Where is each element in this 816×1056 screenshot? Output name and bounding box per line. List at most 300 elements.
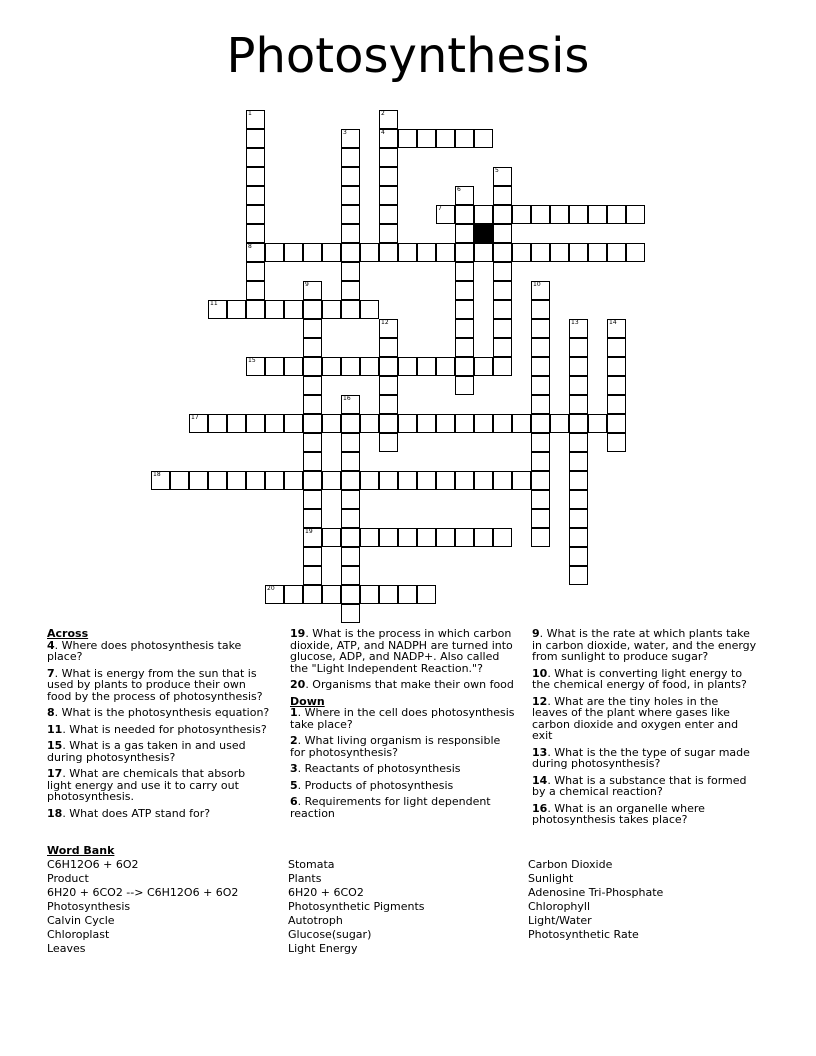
grid-cell[interactable] (303, 319, 322, 338)
grid-cell[interactable] (455, 376, 474, 395)
grid-cell[interactable] (436, 357, 455, 376)
grid-cell[interactable] (227, 471, 246, 490)
grid-cell[interactable] (455, 129, 474, 148)
grid-cell[interactable] (379, 148, 398, 167)
grid-cell[interactable] (474, 205, 493, 224)
clue-num: 19 (290, 627, 306, 640)
grid-cell[interactable] (569, 243, 588, 262)
grid-cell[interactable] (341, 566, 360, 585)
grid-cell[interactable] (284, 414, 303, 433)
grid-cell[interactable] (417, 414, 436, 433)
word-bank-entry: Sunlight (528, 872, 574, 885)
grid-cell[interactable] (360, 471, 379, 490)
grid-cell[interactable] (246, 357, 265, 376)
grid-cell[interactable] (531, 414, 550, 433)
grid-cell[interactable] (379, 205, 398, 224)
clue-num: 6 (290, 795, 298, 808)
grid-cell[interactable] (588, 205, 607, 224)
grid-cell[interactable] (398, 243, 417, 262)
grid-cell[interactable] (436, 205, 455, 224)
word-bank-entry: Calvin Cycle (47, 914, 115, 927)
grid-cell[interactable] (341, 585, 360, 604)
clue-number: 4 (381, 129, 385, 136)
grid-cell[interactable] (588, 243, 607, 262)
grid-cell[interactable] (341, 281, 360, 300)
grid-cell[interactable] (303, 338, 322, 357)
grid-cell[interactable] (284, 471, 303, 490)
word-bank-entry: Stomata (288, 858, 335, 871)
grid-cell[interactable] (303, 433, 322, 452)
grid-cell[interactable] (208, 414, 227, 433)
word-bank-entry: Chlorophyll (528, 900, 591, 913)
grid-cell[interactable] (341, 452, 360, 471)
grid-cell[interactable] (474, 414, 493, 433)
grid-cell[interactable] (569, 395, 588, 414)
grid-cell[interactable] (379, 319, 398, 338)
grid-cell[interactable] (341, 129, 360, 148)
grid-cell[interactable] (360, 300, 379, 319)
grid-cell[interactable] (417, 585, 436, 604)
clue (47, 640, 272, 663)
grid-cell[interactable] (246, 148, 265, 167)
grid-cell[interactable] (303, 490, 322, 509)
grid-cell[interactable] (246, 300, 265, 319)
clue (290, 780, 515, 792)
grid-cell[interactable] (246, 281, 265, 300)
clue-text: . What is the photosynthesis equation? (54, 706, 270, 719)
grid-cell[interactable] (341, 186, 360, 205)
puzzle-title: Photosynthesis (226, 28, 590, 84)
grid-cell[interactable] (322, 357, 341, 376)
clue-num: 17 (47, 767, 63, 780)
grid-cell[interactable] (607, 395, 626, 414)
clue-number: 11 (210, 300, 218, 307)
grid-cell[interactable] (455, 281, 474, 300)
clue-number: 10 (533, 281, 541, 288)
clue-text: . What is converting light energy to the chemical energy of food, in plants? (532, 666, 747, 691)
grid-cell[interactable] (341, 604, 360, 623)
grid-cell[interactable] (379, 433, 398, 452)
clue-num: 8 (47, 706, 55, 719)
grid-cell[interactable] (360, 585, 379, 604)
grid-cell[interactable] (569, 547, 588, 566)
grid-cell[interactable] (569, 433, 588, 452)
clue (532, 696, 757, 742)
grid-cell[interactable] (189, 471, 208, 490)
grid-cell[interactable] (379, 395, 398, 414)
grid-cell[interactable] (569, 205, 588, 224)
grid-cell[interactable] (265, 357, 284, 376)
clue-num: 15 (47, 739, 63, 752)
grid-cell[interactable] (284, 243, 303, 262)
grid-cell[interactable] (607, 338, 626, 357)
clue (47, 808, 272, 820)
word-bank-entry: Product (47, 872, 89, 885)
grid-cell[interactable] (189, 414, 208, 433)
clue-text: . What does ATP stand for? (62, 806, 211, 820)
grid-cell[interactable] (607, 376, 626, 395)
grid-cell[interactable] (417, 129, 436, 148)
grid-cell[interactable] (303, 281, 322, 300)
grid-cell[interactable] (360, 414, 379, 433)
grid-cell[interactable] (265, 243, 284, 262)
grid-cell[interactable] (284, 585, 303, 604)
grid-cell[interactable] (379, 528, 398, 547)
grid-cell[interactable] (398, 471, 417, 490)
word-bank-entry: Photosynthetic Pigments (288, 900, 425, 913)
grid-cell[interactable] (170, 471, 189, 490)
grid-cell[interactable] (322, 585, 341, 604)
grid-cell[interactable] (512, 471, 531, 490)
word-bank-entry: Photosynthesis (47, 900, 131, 913)
clue-number: 14 (609, 319, 617, 326)
grid-cell[interactable] (531, 281, 550, 300)
grid-cell[interactable] (493, 243, 512, 262)
grid-cell[interactable] (531, 509, 550, 528)
grid-cell[interactable] (265, 300, 284, 319)
block-cell (474, 224, 493, 243)
clue (47, 740, 272, 763)
clue (532, 775, 757, 798)
grid-cell[interactable] (303, 376, 322, 395)
grid-cell[interactable] (379, 167, 398, 186)
grid-cell[interactable] (341, 471, 360, 490)
word-bank-entry: 6H20 + 6CO2 --> C6H12O6 + 6O2 (47, 886, 239, 899)
grid-cell[interactable] (607, 319, 626, 338)
grid-cell[interactable] (531, 357, 550, 376)
grid-cell[interactable] (246, 471, 265, 490)
grid-cell[interactable] (341, 433, 360, 452)
clue-number: 1 (248, 110, 252, 117)
grid-cell[interactable] (379, 414, 398, 433)
grid-cell[interactable] (569, 528, 588, 547)
grid-cell[interactable] (379, 471, 398, 490)
grid-cell[interactable] (379, 243, 398, 262)
clues-column-3 (532, 628, 757, 831)
grid-cell[interactable] (569, 490, 588, 509)
grid-cell[interactable] (303, 300, 322, 319)
grid-cell[interactable] (322, 243, 341, 262)
grid-cell[interactable] (531, 490, 550, 509)
grid-cell[interactable] (246, 186, 265, 205)
grid-cell[interactable] (474, 471, 493, 490)
grid-cell[interactable] (531, 319, 550, 338)
clue (290, 707, 515, 730)
grid-cell[interactable] (474, 357, 493, 376)
word-bank-entry: 6H20 + 6CO2 (288, 886, 364, 899)
grid-cell[interactable] (379, 129, 398, 148)
grid-cell[interactable] (341, 300, 360, 319)
grid-cell[interactable] (493, 205, 512, 224)
grid-cell[interactable] (398, 129, 417, 148)
grid-cell[interactable] (398, 357, 417, 376)
word-bank-column (288, 858, 425, 956)
word-bank-column (47, 858, 238, 956)
grid-cell[interactable] (303, 452, 322, 471)
grid-cell[interactable] (208, 471, 227, 490)
grid-cell[interactable] (455, 300, 474, 319)
clues-column-1 (47, 628, 272, 824)
grid-cell[interactable] (417, 471, 436, 490)
clue (290, 763, 515, 775)
grid-cell[interactable] (322, 528, 341, 547)
grid-cell[interactable] (322, 300, 341, 319)
grid-cell[interactable] (341, 509, 360, 528)
grid-cell[interactable] (436, 243, 455, 262)
clue (290, 679, 515, 691)
grid-cell[interactable] (303, 547, 322, 566)
clue-num: 7 (47, 666, 55, 680)
grid-cell[interactable] (607, 205, 626, 224)
grid-cell[interactable] (341, 205, 360, 224)
grid-cell[interactable] (227, 414, 246, 433)
grid-cell[interactable] (341, 414, 360, 433)
grid-cell[interactable] (550, 205, 569, 224)
grid-cell[interactable] (379, 110, 398, 129)
down-heading: Down (290, 694, 325, 708)
grid-cell[interactable] (531, 205, 550, 224)
grid-cell[interactable] (455, 186, 474, 205)
clue-text: . What is the process in which carbon dioxide, ATP, and NADPH are turned into glucose, ADP, and NADP+. Also called the "Light Independent Reaction."? (290, 627, 513, 675)
grid-cell[interactable] (493, 262, 512, 281)
grid-cell[interactable] (569, 376, 588, 395)
grid-cell[interactable] (455, 319, 474, 338)
grid-cell[interactable] (341, 148, 360, 167)
grid-cell[interactable] (512, 205, 531, 224)
grid-cell[interactable] (455, 243, 474, 262)
grid-cell[interactable] (455, 528, 474, 547)
grid-cell[interactable] (493, 224, 512, 243)
grid-cell[interactable] (493, 528, 512, 547)
grid-cell[interactable] (246, 205, 265, 224)
grid-cell[interactable] (531, 528, 550, 547)
clue-number: 6 (457, 186, 461, 193)
grid-cell[interactable] (436, 528, 455, 547)
word-bank-entry: Autotroph (288, 914, 343, 927)
clue-text: . What is the rate at which plants take in carbon dioxide, water, and the energy from sunlight to produce sugar? (532, 627, 757, 663)
clue-text: . Reactants of photosynthesis (297, 762, 461, 775)
grid-cell[interactable] (284, 300, 303, 319)
grid-cell[interactable] (398, 585, 417, 604)
grid-cell[interactable] (569, 319, 588, 338)
grid-cell[interactable] (531, 300, 550, 319)
grid-cell[interactable] (303, 471, 322, 490)
clue (290, 628, 515, 674)
clue-text: . What is the the type of sugar made during photosynthesis? (532, 745, 750, 770)
grid-cell[interactable] (398, 414, 417, 433)
grid-cell[interactable] (379, 338, 398, 357)
grid-cell[interactable] (607, 414, 626, 433)
clue (290, 796, 515, 819)
grid-cell[interactable] (417, 357, 436, 376)
grid-cell[interactable] (607, 357, 626, 376)
grid-cell[interactable] (493, 471, 512, 490)
grid-cell[interactable] (569, 414, 588, 433)
grid-cell[interactable] (455, 357, 474, 376)
word-bank-entry: Plants (288, 872, 322, 885)
grid-cell[interactable] (360, 243, 379, 262)
grid-cell[interactable] (265, 414, 284, 433)
grid-cell[interactable] (512, 414, 531, 433)
grid-cell[interactable] (303, 566, 322, 585)
clue-num: 4 (47, 638, 55, 652)
grid-cell[interactable] (493, 357, 512, 376)
grid-cell[interactable] (303, 509, 322, 528)
grid-cell[interactable] (455, 224, 474, 243)
grid-cell[interactable] (474, 243, 493, 262)
grid-cell[interactable] (303, 585, 322, 604)
grid-cell[interactable] (341, 167, 360, 186)
clue-number: 20 (267, 585, 275, 592)
grid-cell[interactable] (607, 243, 626, 262)
grid-cell[interactable] (493, 319, 512, 338)
grid-cell[interactable] (208, 300, 227, 319)
grid-cell[interactable] (569, 509, 588, 528)
grid-cell[interactable] (303, 528, 322, 547)
grid-cell[interactable] (474, 129, 493, 148)
grid-cell[interactable] (493, 167, 512, 186)
grid-cell[interactable] (436, 471, 455, 490)
grid-cell[interactable] (531, 433, 550, 452)
grid-cell[interactable] (550, 243, 569, 262)
grid-cell[interactable] (151, 471, 170, 490)
grid-cell[interactable] (417, 528, 436, 547)
clue-num: 5 (290, 778, 298, 792)
grid-cell[interactable] (531, 471, 550, 490)
grid-cell[interactable] (341, 547, 360, 566)
grid-cell[interactable] (493, 414, 512, 433)
clue-number: 16 (343, 395, 351, 402)
grid-cell[interactable] (303, 357, 322, 376)
clue-text: . What is an organelle where photosynthesis takes place? (532, 801, 705, 826)
grid-cell[interactable] (322, 471, 341, 490)
grid-cell[interactable] (436, 129, 455, 148)
clue-number: 8 (248, 243, 252, 250)
grid-cell[interactable] (246, 224, 265, 243)
clue-number: 2 (381, 110, 385, 117)
grid-cell[interactable] (569, 471, 588, 490)
clue-text: . What are the tiny holes in the leaves of the plant where gases like carbon dioxide and oxygen enter and exit (532, 694, 739, 742)
clue-text: . Where in the cell does photosynthesis take place? (290, 706, 515, 731)
clue-number: 3 (343, 129, 347, 136)
grid-cell[interactable] (493, 338, 512, 357)
clue-text: . What is a substance that is formed by a chemical reaction? (532, 773, 747, 798)
grid-cell[interactable] (493, 300, 512, 319)
grid-cell[interactable] (550, 414, 569, 433)
clue-text: . Organisms that make their own food (305, 678, 514, 691)
word-bank-entry: Light/Water (528, 914, 592, 927)
grid-cell[interactable] (341, 490, 360, 509)
grid-cell[interactable] (607, 433, 626, 452)
grid-cell[interactable] (569, 452, 588, 471)
grid-cell[interactable] (455, 338, 474, 357)
grid-cell[interactable] (303, 414, 322, 433)
clue-text: . What are chemicals that absorb light energy and use it to carry out photosynthesis. (47, 767, 246, 803)
grid-cell[interactable] (398, 528, 417, 547)
clue (47, 724, 272, 736)
grid-cell[interactable] (455, 262, 474, 281)
grid-cell[interactable] (303, 395, 322, 414)
grid-cell[interactable] (322, 414, 341, 433)
grid-cell[interactable] (569, 357, 588, 376)
clue (532, 668, 757, 691)
grid-cell[interactable] (284, 357, 303, 376)
grid-cell[interactable] (436, 414, 455, 433)
grid-cell[interactable] (531, 376, 550, 395)
grid-cell[interactable] (531, 243, 550, 262)
grid-cell[interactable] (246, 167, 265, 186)
grid-cell[interactable] (493, 186, 512, 205)
grid-cell[interactable] (246, 243, 265, 262)
grid-cell[interactable] (531, 338, 550, 357)
grid-cell[interactable] (246, 110, 265, 129)
grid-cell[interactable] (379, 585, 398, 604)
grid-cell[interactable] (455, 414, 474, 433)
word-bank-entry: Chloroplast (47, 928, 110, 941)
grid-cell[interactable] (512, 243, 531, 262)
grid-cell[interactable] (246, 129, 265, 148)
clue-num: 20 (290, 678, 306, 691)
grid-cell[interactable] (303, 243, 322, 262)
word-bank-heading: Word Bank (47, 844, 115, 857)
grid-cell[interactable] (569, 566, 588, 585)
grid-cell[interactable] (569, 338, 588, 357)
grid-cell[interactable] (588, 414, 607, 433)
grid-cell[interactable] (341, 243, 360, 262)
grid-cell[interactable] (474, 528, 493, 547)
grid-cell[interactable] (379, 357, 398, 376)
grid-cell[interactable] (227, 300, 246, 319)
grid-cell[interactable] (246, 414, 265, 433)
clue (532, 747, 757, 770)
grid-cell[interactable] (531, 395, 550, 414)
grid-cell[interactable] (341, 262, 360, 281)
grid-cell[interactable] (379, 186, 398, 205)
grid-cell[interactable] (531, 452, 550, 471)
clue-num: 16 (532, 801, 548, 815)
clue-text: . What is a gas taken in and used during photosynthesis? (47, 739, 246, 764)
grid-cell[interactable] (455, 205, 474, 224)
clue-num: 9 (532, 627, 540, 640)
grid-cell[interactable] (417, 243, 436, 262)
clue-number: 12 (381, 319, 389, 326)
grid-cell[interactable] (341, 357, 360, 376)
word-bank-entry: Leaves (47, 942, 86, 955)
clue-num: 14 (532, 773, 548, 787)
clue (47, 768, 272, 803)
clue-num: 2 (290, 734, 298, 747)
grid-cell[interactable] (360, 357, 379, 376)
grid-cell[interactable] (265, 585, 284, 604)
clue-number: 9 (305, 281, 309, 288)
grid-cell[interactable] (379, 376, 398, 395)
grid-cell[interactable] (455, 471, 474, 490)
word-bank (47, 844, 767, 955)
grid-cell[interactable] (360, 528, 379, 547)
grid-cell[interactable] (626, 205, 645, 224)
grid-cell[interactable] (493, 281, 512, 300)
clue-number: 15 (248, 357, 256, 364)
grid-cell[interactable] (265, 471, 284, 490)
grid-cell[interactable] (341, 224, 360, 243)
grid-cell[interactable] (246, 262, 265, 281)
word-bank-entry: Glucose(sugar) (288, 928, 372, 941)
grid-cell[interactable] (341, 528, 360, 547)
word-bank-entry: Light Energy (288, 942, 358, 955)
grid-cell[interactable] (379, 224, 398, 243)
grid-cell[interactable] (341, 395, 360, 414)
grid-cell[interactable] (626, 243, 645, 262)
